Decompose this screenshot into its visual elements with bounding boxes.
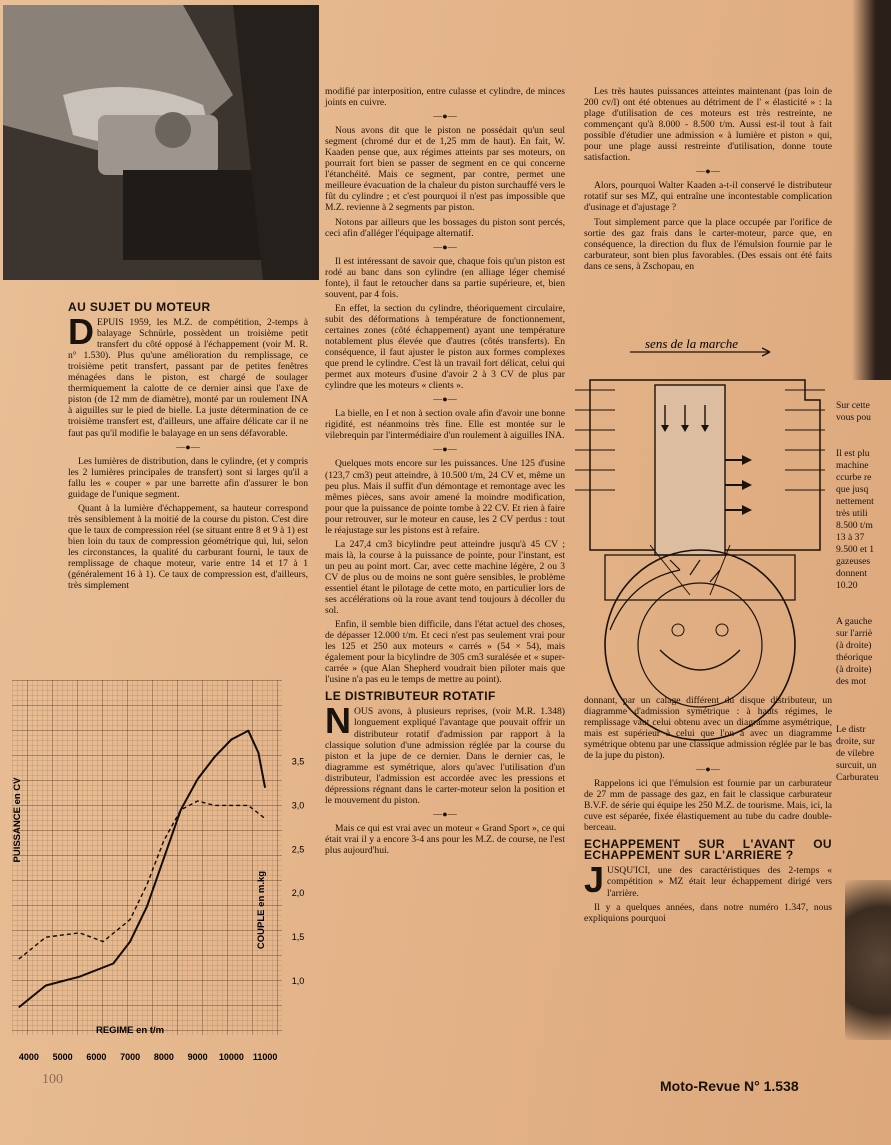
paragraph: Rappelons ici que l'émulsion est fournie par un carburateur de 27 mm de passage des gaz, en fait le classique carburateur B.V.F. de série qui équipe les 250 M.Z. de tourisme. Mais, ici, la cuve est séparée, fixée élastiquement au tube du cadre double-berceau. [584,778,832,834]
section-heading-moteur: AU SUJET DU MOTEUR [68,300,211,314]
page-number: 100 [42,1072,63,1087]
paragraph: Tout simplement parce que la place occupée par l'orifice de sortie des gaz frais dans le carter-moteur, parce que, en conséquence, la direction du flux de l'émulsion fournie par le carburateur, sont bien plus favorables. (Des essais ont été faits dans ce sens, à Zschopau, en [584,216,832,272]
strip-line: gazeuses [836,556,871,567]
strip-line: que jusq [836,484,869,495]
strip-line [836,436,891,448]
x-tick-label: 10000 [218,1052,244,1062]
separator-icon: —●— [433,394,457,405]
strip-line: sur l'arriè [836,628,873,639]
paragraph: Il est intéressant de savoir que, chaque fois qu'un piston est rodé au banc dans son cylindre (en alliage léger chemisé fonte), il faut le retoucher dans sa partie supérieure, et, bien souvent, par 4 fois. [325,255,565,300]
magazine-footer: Moto-Revue N° 1.538 [660,1078,799,1094]
paragraph: DEPUIS 1959, les M.Z. de compétition, 2-temps à balayage Schnürle, possèdent un troisième petit transfert du côté opposé à l'échappement (voir M. R. n° 1.530). Plus qu'une amélioration du remplissage, ce troisième petit transfert, passant par de petites fenêtres ménagées dans le piston, est chargé de soulager thermiquement la calotte de ce dernier ainsi que l'axe de piston (de 12 mm de diamètre), monté par un roulement INA à aiguilles sur le pied de bielle. La juste détermination de ce troisième transfert est, d'ailleurs, une affaire délicate car il ne faut pas qu'il modifie le balayage en un sens défavorable. [68,311,308,439]
strip-line: 10.20 [836,580,858,591]
y-axis-label-left: PUISSANCE en CV [12,777,23,863]
strip-line [836,424,891,436]
diagram-caption: sens de la marche [645,336,739,351]
strip-line [836,604,891,616]
strip-line: Carburateu [836,772,879,783]
adjacent-photo-fragment [845,880,891,1040]
paragraph: Enfin, il semble bien difficile, dans l'état actuel des choses, de dépasser 12.000 t/m. Et ceci n'est pas seulement vrai pour les 125 et 250 aux moteurs « carrés » (54 × 54), mais également pour la bicylindre de 305 cm3 suralésée et « super-carrée » (que Alan Shepherd voudrait bien piloter mais que l'usine n'a pas eu le temps de mettre au point). [325,619,565,686]
engine-section-diagram [570,330,830,750]
strip-line: Sur cette [836,400,870,411]
engine-photo [3,5,319,280]
paragraph: La bielle, en I et non à section ovale afin d'avoir une bonne rigidité, est néanmoins très fine. Elle est montée sur le vilebrequin par l'intermédiaire d'un roulement à aiguilles INA. [325,408,565,442]
paragraph: JUSQU'ICI, une des caractéristiques des 2-temps « compétition » MZ était leur échappement dirigé vers l'arrière. [584,859,832,901]
strip-line: machine [836,460,869,471]
paragraph: En effet, la section du cylindre, théoriquement circulaire, subit des déformations à température de fonctionnement, certaines zones (côté échappement) ayant une température notablement plus élevée que d'autres (côtés transferts). En conséquence, il faut ajuster le piston aux formes complexes que prend le cylindre. C'est là un travail fort délicat, celui qui permet aux moteurs d'usine d'avoir 2 à 3 CV de plus par cylindre que les moteurs « clients ». [325,302,565,392]
paragraph: Mais ce qui est vrai avec un moteur « Grand Sport », ce qui était vrai il y a encore 3-4 ans pour les M.Z. de course, ne l'est plus aujourd'hui. [325,822,565,856]
strip-line: (à droite) [836,640,872,651]
right-tick-label: 2,0 [291,888,305,899]
separator-icon: —●— [176,441,200,452]
x-axis-label: REGIME en t/m [95,1025,165,1036]
paragraph: Quant à la lumière d'échappement, sa hauteur correspond très sensiblement à la moitié de la course du piston. C'est dire que le taux de compression réel (se situant entre 8 et 9 à 1) est bien loin du taux de compression géométrique qui, lui, selon les circonstances, la qualité du carburant fourni, le taux de remplissage de chaque moteur, varie entre 14 et 17 à 1 (généralement 16 à 1). Ce taux de compression est, d'ailleurs, très simplement [68,502,308,592]
x-tick-label: 5000 [52,1052,73,1062]
strip-line: vous pou [836,412,871,423]
chart-svg [2,680,320,1070]
paragraph: Alors, pourquoi Walter Kaaden a-t-il conservé le distributeur rotatif sur ses MZ, qui entraîne une incontestable complication d'usinage et d'ajustage ? [584,180,832,214]
right-tick-label: 1,5 [291,932,305,943]
drop-cap: J [584,859,605,901]
drop-cap: N [325,700,351,742]
paragraph: Quelques mots encore sur les puissances. Une 125 d'usine (123,7 cm3) peut atteindre, à 10.500 t/m, 24 CV et, même un peu plus. Mais il suffit d'un démontage et remontage avec les mêmes pièces, sans avoir amené la moindre modification, pour que la puissance de pointe tombe à 22 CV. Et rien à faire pour retrouver, sur le moteur en cause, les 2 CV perdus : tout le réajustage sur les pistons est à refaire. [325,458,565,536]
strip-line: ccurbe re [836,472,872,483]
strip-line: Le distr [836,724,866,735]
paragraph: Notons par ailleurs que les bossages du piston sont percés, ceci afin d'alléger l'équipage alternatif. [325,216,565,239]
right-tick-label: 3,0 [291,800,305,811]
right-tick-label: 2,5 [291,844,305,855]
strip-line: A gauche [836,616,872,627]
strip-line: Il est plu [836,448,870,459]
strip-line: droite, sur [836,736,875,747]
x-tick-label: 9000 [187,1052,208,1062]
paragraph: Les lumières de distribution, dans le cylindre, (et y compris les 2 lumières principales de transfert) sont si larges qu'il a fallu les « couper » par une barrette afin d'assurer le bon guidage de l'unique segment. [68,455,308,500]
right-tick-label: 1,0 [291,976,305,987]
strip-line: de vilebre [836,748,875,759]
strip-line: donnent [836,568,867,579]
adjacent-page-strip [836,400,891,784]
power-torque-chart [2,680,320,1070]
section-heading-echappement: ECHAPPEMENT SUR L'AVANT OU ECHAPPEMENT SUR L'ARRIERE ? [584,837,832,863]
paragraph: modifié par interposition, entre culasse et cylindre, de minces joints en cuivre. [325,86,565,109]
separator-icon: —●— [433,111,457,122]
strip-line [836,700,891,712]
right-tick-label: 3,5 [291,756,305,767]
column-2 [325,86,565,859]
paragraph: donnant, par un calage différent du disque distributeur, un diagramme d'admission symétrique : à hauts régimes, le remplissage vaut celui obtenu avec un diagramme asymétrique, mais est supérieur à celui que l'on a avec un diagramme symétrique obtenu par une classique admission réglée par le bas de la jupe du piston). [584,694,832,761]
paragraph: Il y a quelques années, dans notre numéro 1.347, nous expliquions pourquoi [584,901,832,924]
x-tick-label: 7000 [120,1052,141,1062]
strip-line: 13 à 37 [836,532,865,543]
strip-line: surcuit, un [836,760,877,771]
separator-icon: —●— [433,241,457,252]
separator-icon: —●— [433,444,457,455]
drop-cap: D [68,311,94,353]
y-axis-label-right: COUPLE en m.kg [256,870,267,950]
paragraph: NOUS avons, à plusieurs reprises, (voir M.R. 1.348) longuement expliqué l'avantage que pouvait offrir un distributeur rotatif d'admission par rapport à la classique solution d'une admission réglée par la course du piston et la jupe de ce dernier. Dans le dernier cas, le diagramme est symétrique, alors qu'avec l'utilisation d'un distributeur, l'admission est accordée avec les pressions et dépressions régnant dans le carter-moteur selon la position et le mouvement du piston. [325,700,565,806]
strip-line: nettement [836,496,874,507]
x-tick-label: 6000 [86,1052,107,1062]
strip-line: des mot [836,676,867,687]
x-tick-label: 8000 [153,1052,174,1062]
strip-line: 9.500 et 1 [836,544,875,555]
strip-line [836,592,891,604]
strip-line: 8.500 t/m [836,520,873,531]
paragraph: Nous avons dit que le piston ne possédait qu'un seul segment (chromé dur et de 1,25 mm de haut). En fait, W. Kaaden pense que, aux régimes atteints par ses moteurs, on pourrait fort bien se passer de segment en ce qui concerne l'étanchéité. Mais ce segment, par contre, permet une meilleure évacuation de la chaleur du piston surchauffé vers le fût du cylindre ; et c'est pourquoi il n'est pas impossible que M.Z. revienne à 2 segments par piston. [325,125,565,214]
page-edge-shadow [852,0,891,380]
paragraph: Les très hautes puissances atteintes maintenant (pas loin de 200 cv/l) ont été obtenues au détriment de l' « élasticité » : la plage d'utilisation de ces moteurs est très restreinte, ne commençant qu'à 8.000 - 8.500 t/m. Aussi est-il tout à fait possible d'étudier une admission « à lumière et piston » qui, pour une plage aussi restreinte d'utilisation, donne toute satisfaction. [584,86,832,164]
strip-line [836,712,891,724]
strip-line: très utili [836,508,868,519]
x-tick-label: 11000 [252,1052,278,1062]
separator-icon: —●— [696,764,720,775]
column-1 [68,302,308,594]
strip-line [836,688,891,700]
paragraph: La 247,4 cm3 bicylindre peut atteindre jusqu'à 45 CV ; mais là, la course à la puissance de pointe, pour l'instant, est un peu au point mort. Car, avec cette machine légère, 2 ou 3 CV de plus ou de moins ne sont guère sensibles, le problème essentiel étant le pilotage de cette moto, en particulier lors de ses accélérations où la roue avant tend toujours à décoller du sol. [325,538,565,617]
x-tick-label: 4000 [18,1052,39,1062]
section-heading-distributeur: LE DISTRIBUTEUR ROTATIF [325,689,496,704]
strip-line: théorique [836,652,873,663]
separator-icon: —●— [696,166,720,177]
strip-line: (à droite) [836,664,872,675]
separator-icon: —●— [433,808,457,819]
